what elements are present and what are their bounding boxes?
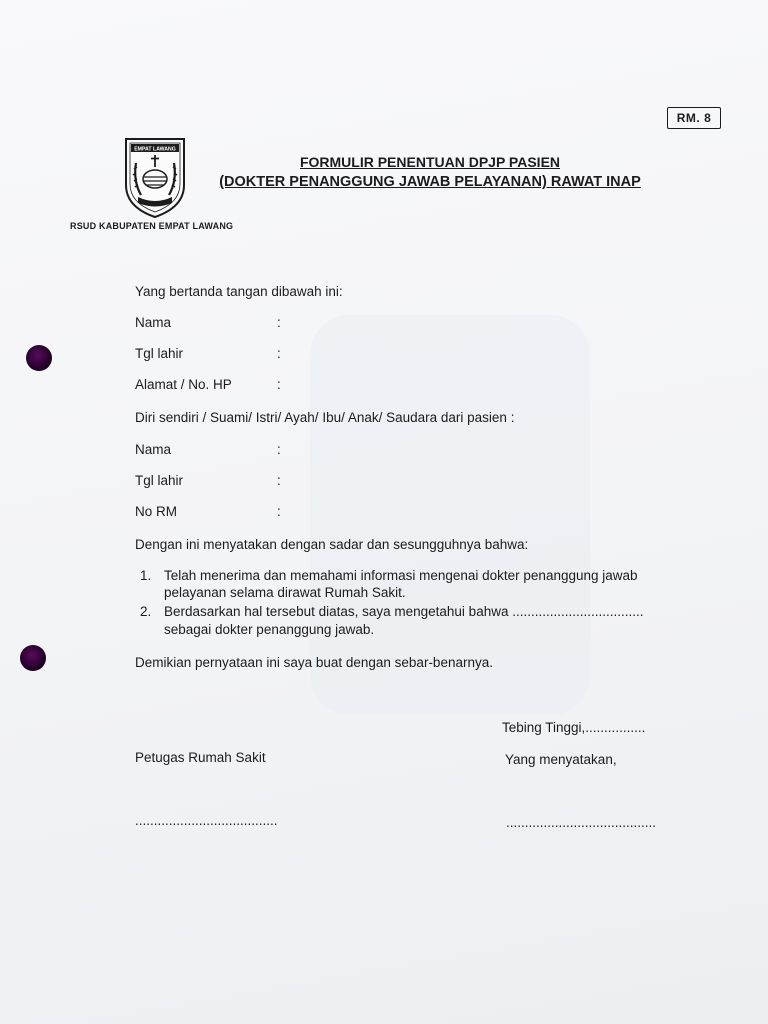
punch-hole-top xyxy=(26,345,52,371)
closing-statement: Demikian pernyataan ini saya buat dengan sebar-benarnya. xyxy=(135,655,493,670)
item-number: 1. xyxy=(140,568,152,583)
place-date: Tebing Tinggi,................ xyxy=(502,720,646,735)
item-text: sebagai dokter penanggung jawab. xyxy=(164,622,375,637)
field-label: Nama xyxy=(135,315,172,330)
regency-logo xyxy=(122,133,188,219)
relation-line: Diri sendiri / Suami/ Istri/ Ayah/ Ibu/ Anak/ Saudara dari pasien : xyxy=(135,410,515,425)
form-subtitle: (DOKTER PENANGGUNG JAWAB PELAYANAN) RAWAT INAP xyxy=(219,174,641,190)
officer-signature-line: ...................................... xyxy=(135,813,278,828)
field-colon: : xyxy=(277,504,281,519)
field-colon: : xyxy=(277,346,281,361)
field-colon: : xyxy=(277,315,281,330)
logo-text: EMPAT LAWANG xyxy=(134,146,176,153)
hospital-name: RSUD KABUPATEN EMPAT LAWANG xyxy=(70,221,234,231)
form-title: FORMULIR PENENTUAN DPJP PASIEN xyxy=(299,154,561,170)
field-label: Nama xyxy=(135,442,172,457)
field-colon: : xyxy=(277,442,281,457)
field-colon: : xyxy=(277,473,281,488)
item-number: 2. xyxy=(140,604,152,619)
field-label: Alamat / No. HP xyxy=(135,377,232,392)
punch-hole-bottom xyxy=(20,645,46,671)
field-label: Tgl lahir xyxy=(135,346,184,361)
statement-intro: Dengan ini menyatakan dengan sadar dan sesungguhnya bahwa: xyxy=(135,537,529,552)
field-label: Tgl lahir xyxy=(135,473,184,488)
item-text: Berdasarkan hal tersebut diatas, saya mengetahui bahwa ................................... xyxy=(164,604,644,619)
declarant-signature-line: ........................................ xyxy=(506,815,657,830)
section1-intro: Yang bertanda tangan dibawah ini: xyxy=(135,284,343,299)
declarant-label: Yang menyatakan, xyxy=(505,752,617,767)
item-text: pelayanan selama dirawat Rumah Sakit. xyxy=(164,585,406,600)
item-text: Telah menerima dan memahami informasi mengenai dokter penanggung jawab xyxy=(164,568,638,583)
rm-code-box: RM. 8 xyxy=(667,107,721,129)
field-colon: : xyxy=(277,377,281,392)
officer-label: Petugas Rumah Sakit xyxy=(135,750,266,765)
field-label: No RM xyxy=(135,504,178,519)
